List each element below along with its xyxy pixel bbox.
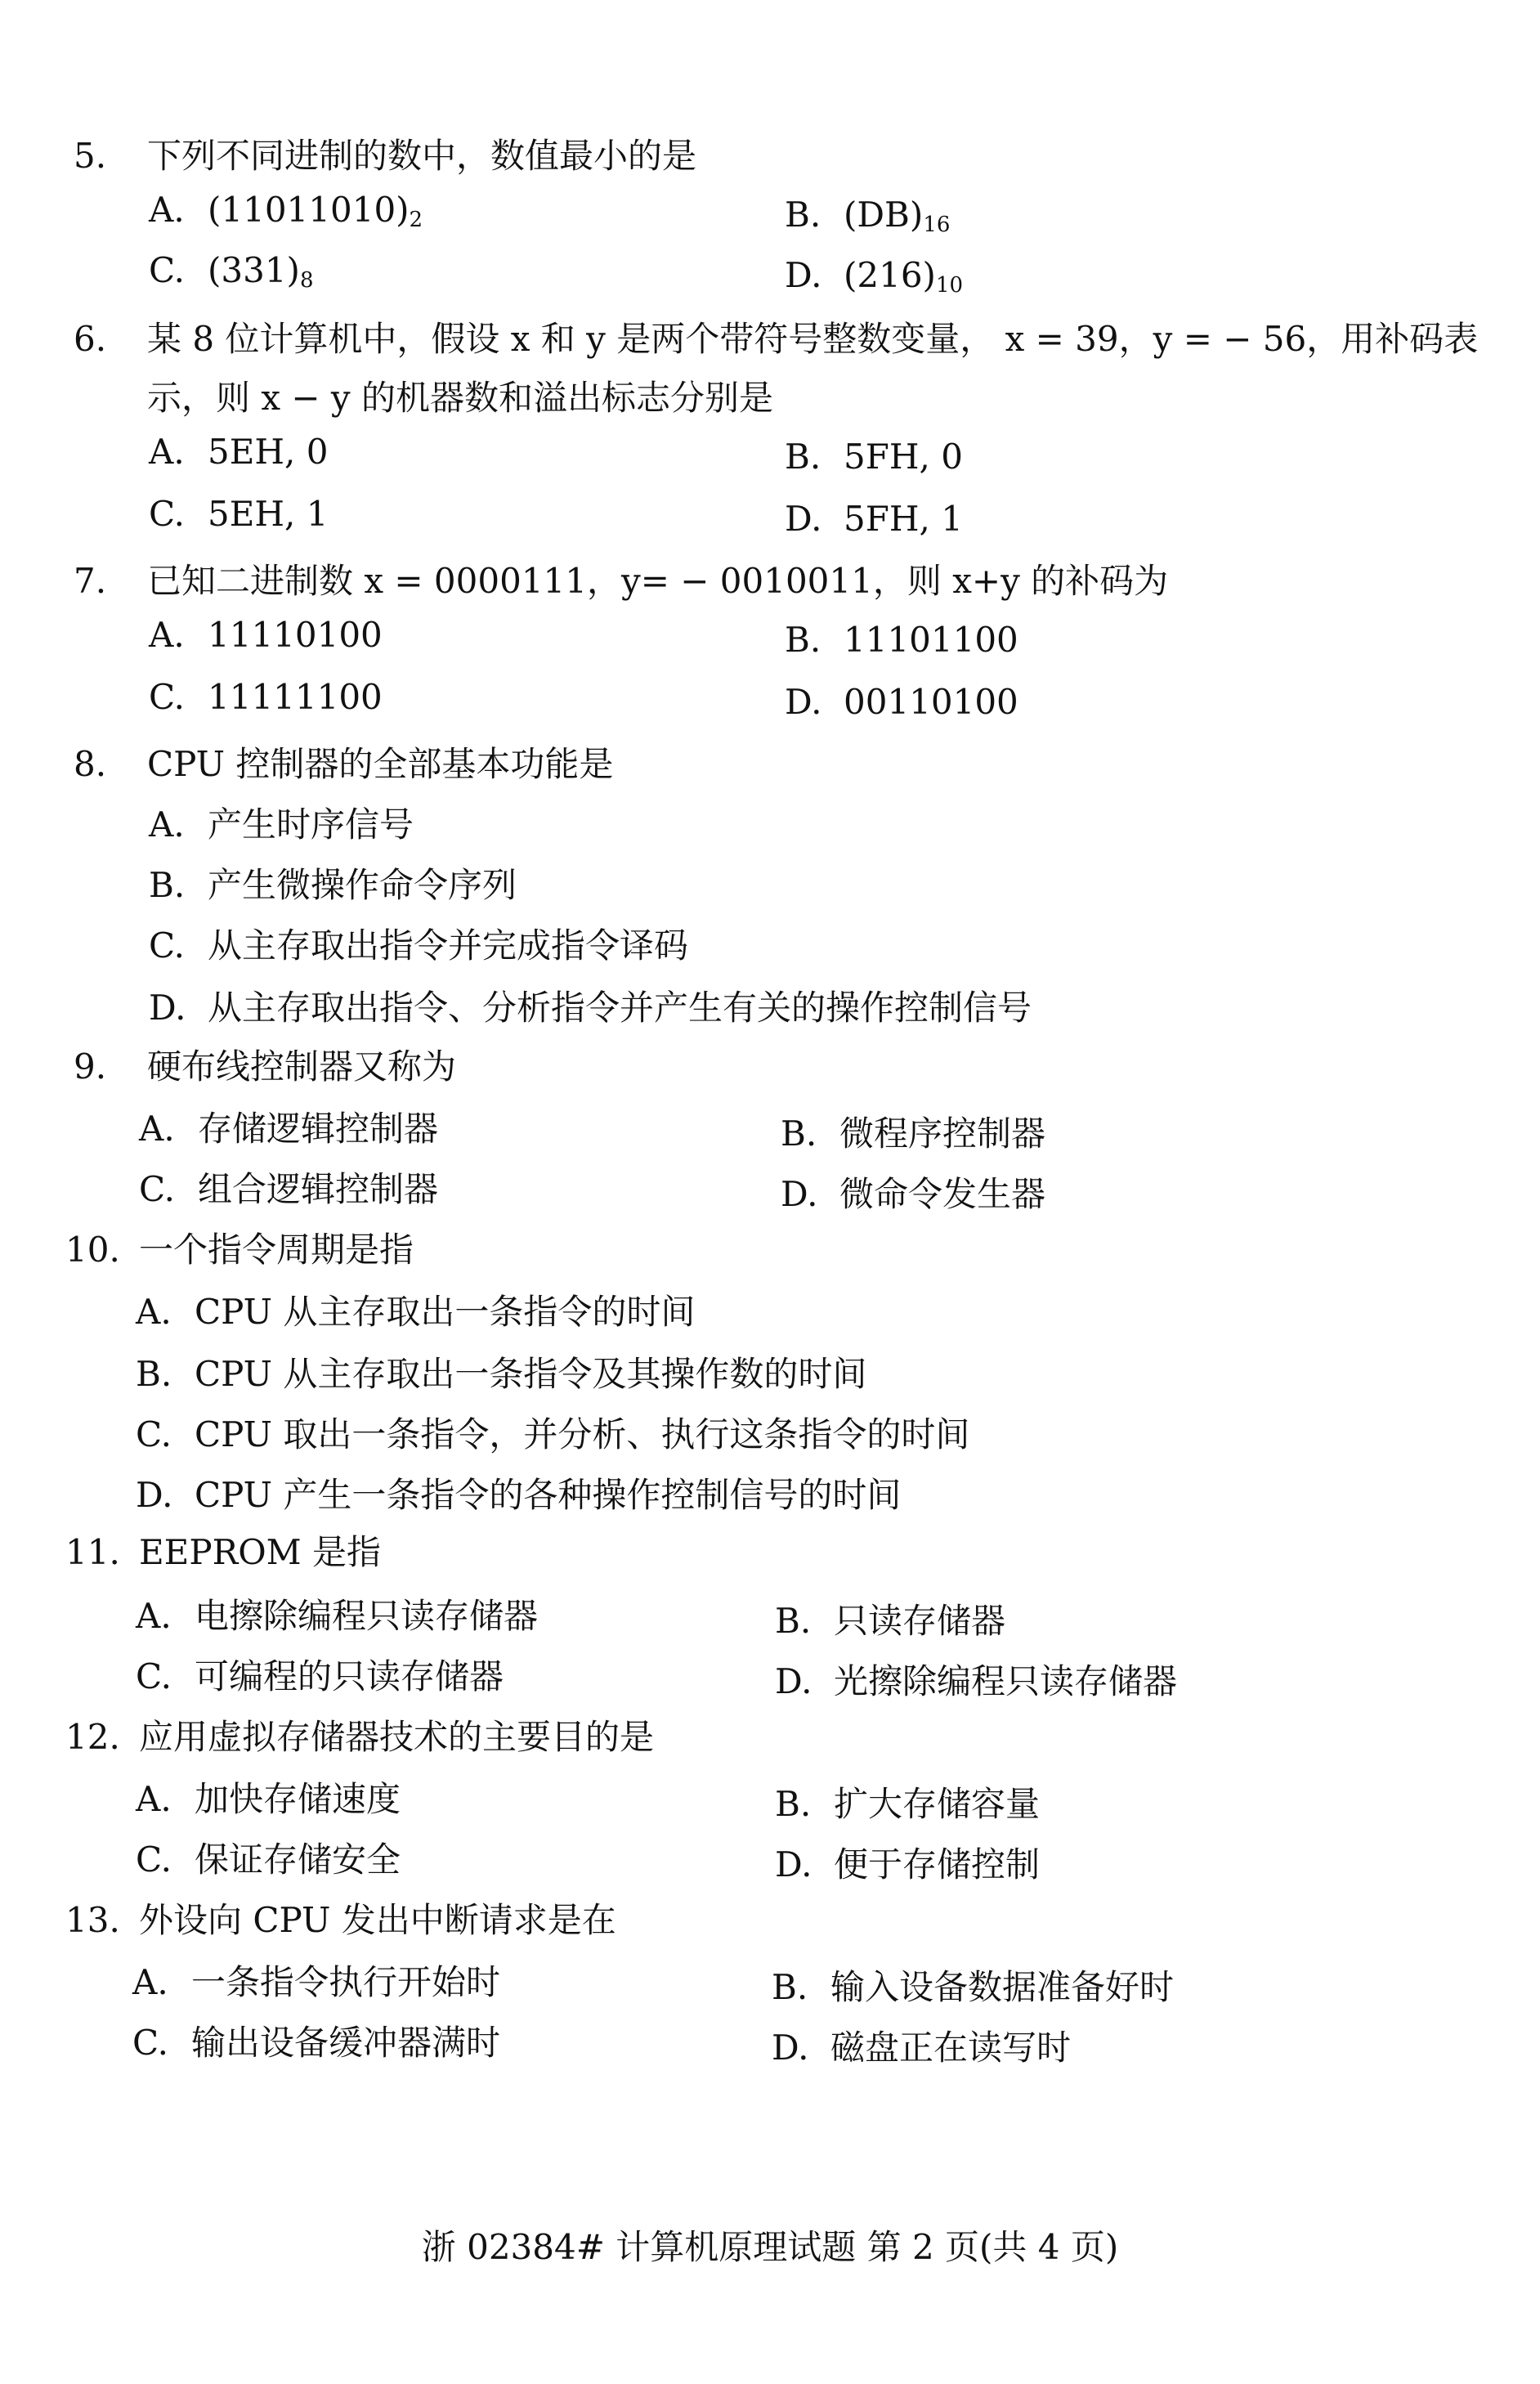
option-a — [132, 1956, 500, 2005]
option-d — [136, 1468, 901, 1517]
question-number: 5. — [74, 136, 107, 176]
option-text: (DB) — [844, 195, 924, 235]
option-text: CPU 从主存取出一条指令及其操作数的时间 — [195, 1354, 867, 1394]
option-letter: B. — [781, 1114, 817, 1154]
option-b — [785, 437, 963, 477]
option-letter: A. — [132, 1962, 168, 2002]
option-letter: C. — [149, 250, 185, 290]
option-d — [149, 981, 1032, 1030]
option-text: (11011010) — [208, 190, 410, 230]
option-c — [149, 494, 328, 534]
question-13 — [65, 1893, 616, 1943]
option-c — [136, 1833, 401, 1882]
question-11 — [65, 1526, 381, 1575]
question-5 — [74, 129, 696, 178]
option-letter: B. — [785, 437, 821, 477]
option-text: 微程序控制器 — [839, 1114, 1046, 1154]
option-c — [136, 1408, 969, 1457]
question-9 — [74, 1040, 456, 1089]
option-letter: B. — [775, 1784, 812, 1824]
option-text: 组合逻辑控制器 — [198, 1169, 439, 1209]
option-text: 产生微操作命令序列 — [208, 865, 517, 905]
option-text: (331) — [208, 250, 300, 290]
option-letter: A. — [136, 1292, 172, 1332]
option-letter: C. — [149, 925, 185, 966]
option-text: 光擦除编程只读存储器 — [834, 1661, 1178, 1701]
option-letter: D. — [781, 1174, 818, 1214]
option-text: 一条指令执行开始时 — [191, 1962, 501, 2002]
option-text: 存储逻辑控制器 — [198, 1109, 439, 1149]
question-number: 13. — [65, 1900, 120, 1940]
option-b — [785, 620, 1018, 660]
option-letter: D. — [785, 499, 822, 539]
option-radix: 16 — [923, 213, 951, 237]
option-text: 磁盘正在读写时 — [830, 2028, 1072, 2068]
option-d — [775, 1838, 1040, 1887]
option-d — [785, 499, 963, 539]
question-stem-continued: 示，则 x − y 的机器数和溢出标志分别是 — [147, 378, 774, 418]
option-letter: D. — [772, 2028, 809, 2068]
option-text: 5EH, 1 — [208, 494, 329, 534]
option-text: 可编程的只读存储器 — [195, 1656, 504, 1696]
question-stem: 一个指令周期是指 — [139, 1230, 414, 1270]
option-letter: D. — [785, 255, 822, 295]
question-stem: 外设向 CPU 发出中断请求是在 — [139, 1900, 616, 1940]
option-c — [149, 250, 313, 293]
question-number: 6. — [74, 319, 107, 359]
question-10 — [65, 1223, 414, 1272]
option-text: 11111100 — [208, 677, 383, 717]
option-text: 保证存储安全 — [195, 1840, 401, 1880]
question-stem: 某 8 位计算机中，假设 x 和 y 是两个带符号整数变量， x = 39，y = − 56，用补码表 — [147, 319, 1479, 359]
option-letter: C. — [136, 1656, 172, 1696]
option-letter: D. — [785, 682, 822, 722]
option-text: CPU 取出一条指令，并分析、执行这条指令的时间 — [195, 1414, 970, 1454]
option-letter: D. — [149, 988, 186, 1028]
option-b — [785, 195, 950, 237]
option-c — [132, 2016, 500, 2065]
question-stem: 应用虚拟存储器技术的主要目的是 — [139, 1717, 655, 1757]
question-number: 12. — [65, 1717, 120, 1757]
option-b — [136, 1347, 866, 1396]
option-text: 微命令发生器 — [839, 1174, 1046, 1214]
option-letter: A. — [149, 615, 185, 655]
option-text: 00110100 — [844, 682, 1018, 722]
option-radix: 8 — [299, 268, 314, 293]
option-text: 11101100 — [844, 620, 1018, 660]
option-letter: A. — [139, 1109, 175, 1149]
option-a — [149, 615, 383, 655]
option-c — [136, 1650, 504, 1699]
option-c — [139, 1163, 438, 1212]
option-text: 输入设备数据准备好时 — [830, 1967, 1175, 2007]
option-c — [149, 677, 383, 717]
option-letter: C. — [149, 494, 185, 534]
option-a — [136, 1589, 538, 1638]
option-d — [775, 1655, 1177, 1704]
option-letter: B. — [785, 620, 821, 660]
option-text: 从主存取出指令并完成指令译码 — [208, 925, 689, 966]
option-letter: A. — [149, 432, 185, 472]
page-footer: 浙 02384# 计算机原理试题 第 2 页(共 4 页) — [421, 2227, 1119, 2267]
option-letter: A. — [149, 804, 185, 845]
option-b — [772, 1961, 1174, 2010]
question-8 — [74, 737, 613, 786]
option-letter: C. — [139, 1169, 175, 1209]
option-text: 加快存储速度 — [195, 1779, 401, 1819]
option-a — [139, 1102, 438, 1151]
option-radix: 2 — [409, 208, 423, 232]
option-text: 电擦除编程只读存储器 — [195, 1596, 539, 1636]
option-b — [781, 1107, 1045, 1156]
option-a — [149, 432, 328, 472]
option-letter: D. — [136, 1475, 173, 1515]
option-a — [136, 1772, 401, 1822]
option-letter: C. — [136, 1840, 172, 1880]
question-number: 7. — [74, 561, 107, 601]
option-d — [781, 1167, 1045, 1217]
option-letter: B. — [785, 195, 821, 235]
question-7 — [74, 554, 1168, 603]
question-number: 10. — [65, 1230, 120, 1270]
option-letter: D. — [775, 1661, 813, 1701]
option-letter: A. — [136, 1596, 172, 1636]
option-text: 只读存储器 — [834, 1601, 1006, 1641]
question-stem: EEPROM 是指 — [139, 1532, 381, 1572]
option-text: (216) — [844, 255, 936, 295]
option-a — [136, 1285, 695, 1334]
option-text: 5FH, 0 — [844, 437, 963, 477]
option-d — [772, 2021, 1071, 2070]
option-letter: C. — [132, 2023, 168, 2063]
option-letter: B. — [136, 1354, 172, 1394]
option-text: 输出设备缓冲器满时 — [191, 2023, 501, 2063]
option-text: CPU 产生一条指令的各种操作控制信号的时间 — [195, 1475, 902, 1515]
question-stem: 硬布线控制器又称为 — [147, 1046, 457, 1087]
option-d — [785, 255, 963, 298]
option-a — [149, 798, 414, 847]
option-text: 从主存取出指令、分析指令并产生有关的操作控制信号 — [208, 988, 1032, 1028]
option-d — [785, 682, 1018, 722]
option-a — [149, 190, 423, 232]
option-b — [775, 1594, 1005, 1643]
option-text: CPU 从主存取出一条指令的时间 — [195, 1292, 696, 1332]
question-number: 8. — [74, 744, 107, 784]
option-b — [775, 1777, 1040, 1826]
option-letter: A. — [149, 190, 185, 230]
question-6 — [74, 312, 1479, 418]
option-letter: B. — [775, 1601, 812, 1641]
option-c — [149, 919, 688, 968]
question-stem: 已知二进制数 x = 0000111，y= − 0010011，则 x+y 的补码为 — [147, 561, 1169, 601]
option-letter: B. — [149, 865, 186, 905]
option-radix: 10 — [935, 273, 964, 298]
option-letter: B. — [772, 1967, 808, 2007]
question-stem: 下列不同进制的数中，数值最小的是 — [147, 136, 697, 176]
option-letter: D. — [775, 1844, 813, 1884]
question-number: 9. — [74, 1046, 107, 1087]
option-text: 产生时序信号 — [208, 804, 414, 845]
option-text: 便于存储控制 — [834, 1844, 1041, 1884]
option-letter: C. — [149, 677, 185, 717]
option-b — [149, 858, 517, 907]
option-text: 5FH, 1 — [844, 499, 963, 539]
option-letter: A. — [136, 1779, 172, 1819]
question-number: 11. — [65, 1532, 120, 1572]
option-text: 11110100 — [208, 615, 383, 655]
option-letter: C. — [136, 1414, 172, 1454]
question-stem: CPU 控制器的全部基本功能是 — [147, 744, 614, 784]
question-12 — [65, 1710, 654, 1759]
option-text: 5EH, 0 — [208, 432, 329, 472]
option-text: 扩大存储容量 — [834, 1784, 1041, 1824]
